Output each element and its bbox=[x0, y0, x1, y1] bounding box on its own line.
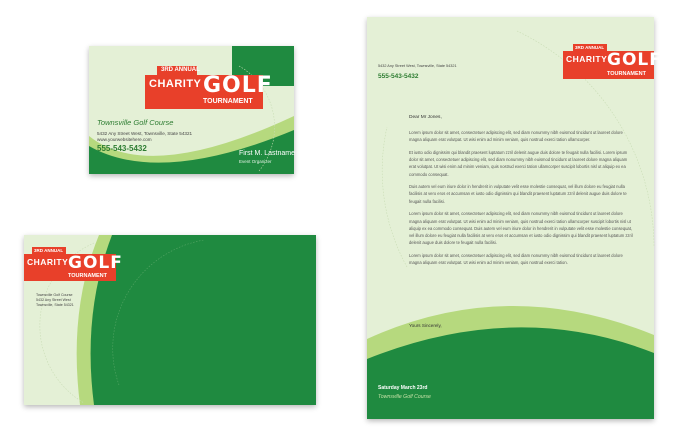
logo-tournament: TOURNAMENT bbox=[203, 98, 253, 105]
logo-annual: 3RD ANNUAL bbox=[575, 45, 605, 50]
logo-annual: 3RD ANNUAL bbox=[34, 248, 64, 253]
letter-paragraph: Lorem ipsum dolor sit amet, consectetuer adipiscing elit, sed diam nonummy nibh euismod tincidunt ut laoreet dolore magna aliquam erat volutpat. Ut wisi enim ad minim veniam, quis nostrud exerci tation ullamcorper suscipit lobortis nisl ut aliquip ex ea commodo consequat. Duis autem vel eum iriure dolor in hendrerit in vulputate velit esse molestie consequat, vel illum dolore eu feugiat nulla facilisis at vero eros et accumsan et iusto odio dignissim qui blandit praesent luptatum zzril delenit augue duis dolore te feugait nulla facilisi. bbox=[409, 211, 633, 246]
footer-course: Townsville Golf Course bbox=[378, 394, 431, 400]
envelope-course: Townsville Golf Course bbox=[36, 293, 73, 297]
logo-golf: GOLF bbox=[607, 50, 662, 70]
envelope-address-line: 5432 Any Street West bbox=[36, 298, 71, 302]
letter-paragraph: Lorem ipsum dolor sit amet, consectetuer adipiscing elit, sed diam nonummy nibh euismod tincidunt ut laoreet dolore magna aliquam erat volutpat. Ut wisi enim ad minim veniam, quis nostrud exerci tation. bbox=[409, 252, 623, 266]
logo-charity: CHARITY bbox=[149, 78, 202, 90]
letterhead-phone: 555-543-5432 bbox=[378, 73, 419, 80]
card-role: Event Organizer bbox=[239, 159, 272, 164]
logo-charity: CHARITY bbox=[566, 54, 608, 64]
letter-closing: Yours Sincerely, bbox=[409, 323, 442, 328]
letterhead-address: 5432 Any Street West, Townsville, State 54321 bbox=[378, 64, 457, 68]
business-card bbox=[89, 46, 294, 174]
card-address bbox=[97, 131, 192, 143]
letter-salutation: Dear Mr Jones, bbox=[409, 115, 442, 120]
card-website: www.yourwebsitehere.com bbox=[97, 137, 152, 142]
card-phone: 555-543-5432 bbox=[97, 144, 147, 153]
logo-charity: CHARITY bbox=[27, 257, 69, 267]
letter-body bbox=[409, 129, 635, 272]
letter-paragraph: Lorem ipsum dolor sit amet, consectetuer adipiscing elit, sed diam nonummy nibh euismod tincidunt ut laoreet dolore magna aliquam erat volutpat. Ut wisi enim ad minim veniam, quis nostrud exerci tation ullamcorper. bbox=[409, 130, 623, 143]
logo-golf: GOLF bbox=[68, 253, 123, 273]
letter-paragraph: Et iusto odio dignissim qui blandit praesent luptatum zzril delenit augue duis dolore te feugait nulla facilisi. Lorem ipsum dolor sit amet, consectetuer adipiscing elit, sed diam nonummy nibh euismod tincidunt ut laoreet dolore magna aliquam erat volutpat. Ut wisi enim ad minim veniam, quis nostrud exerci tation ullamcorper suscipit lobortis nisl ut aliquip ex ea commodo consequat. bbox=[409, 149, 628, 177]
envelope bbox=[24, 235, 316, 405]
card-address-line: 5432 Any Street West, Townsville, State 54321 bbox=[97, 131, 193, 136]
letter-paragraph: Duis autem vel eum iriure dolor in hendrerit in vulputate velit esse molestie consequat, vel illum dolore eu feugiat nulla facilisis at vero eros et accumsan et iusto odio dignissim qui blandit praesent luptatum zzril delenit augue duis dolore te feugait nulla facilisi. bbox=[409, 184, 627, 204]
envelope-address bbox=[36, 293, 74, 308]
logo-annual: 3RD ANNUAL bbox=[161, 67, 200, 73]
footer-date: Saturday March 23rd bbox=[378, 385, 428, 391]
card-name: First M. Lastname bbox=[239, 150, 296, 157]
card-course: Townsville Golf Course bbox=[97, 118, 174, 127]
envelope-city-line: Townsville, State 54321 bbox=[36, 303, 74, 307]
logo-tournament: TOURNAMENT bbox=[68, 273, 108, 279]
logo-golf: GOLF bbox=[203, 73, 273, 98]
letterhead bbox=[367, 17, 662, 419]
logo-tournament: TOURNAMENT bbox=[607, 71, 647, 77]
